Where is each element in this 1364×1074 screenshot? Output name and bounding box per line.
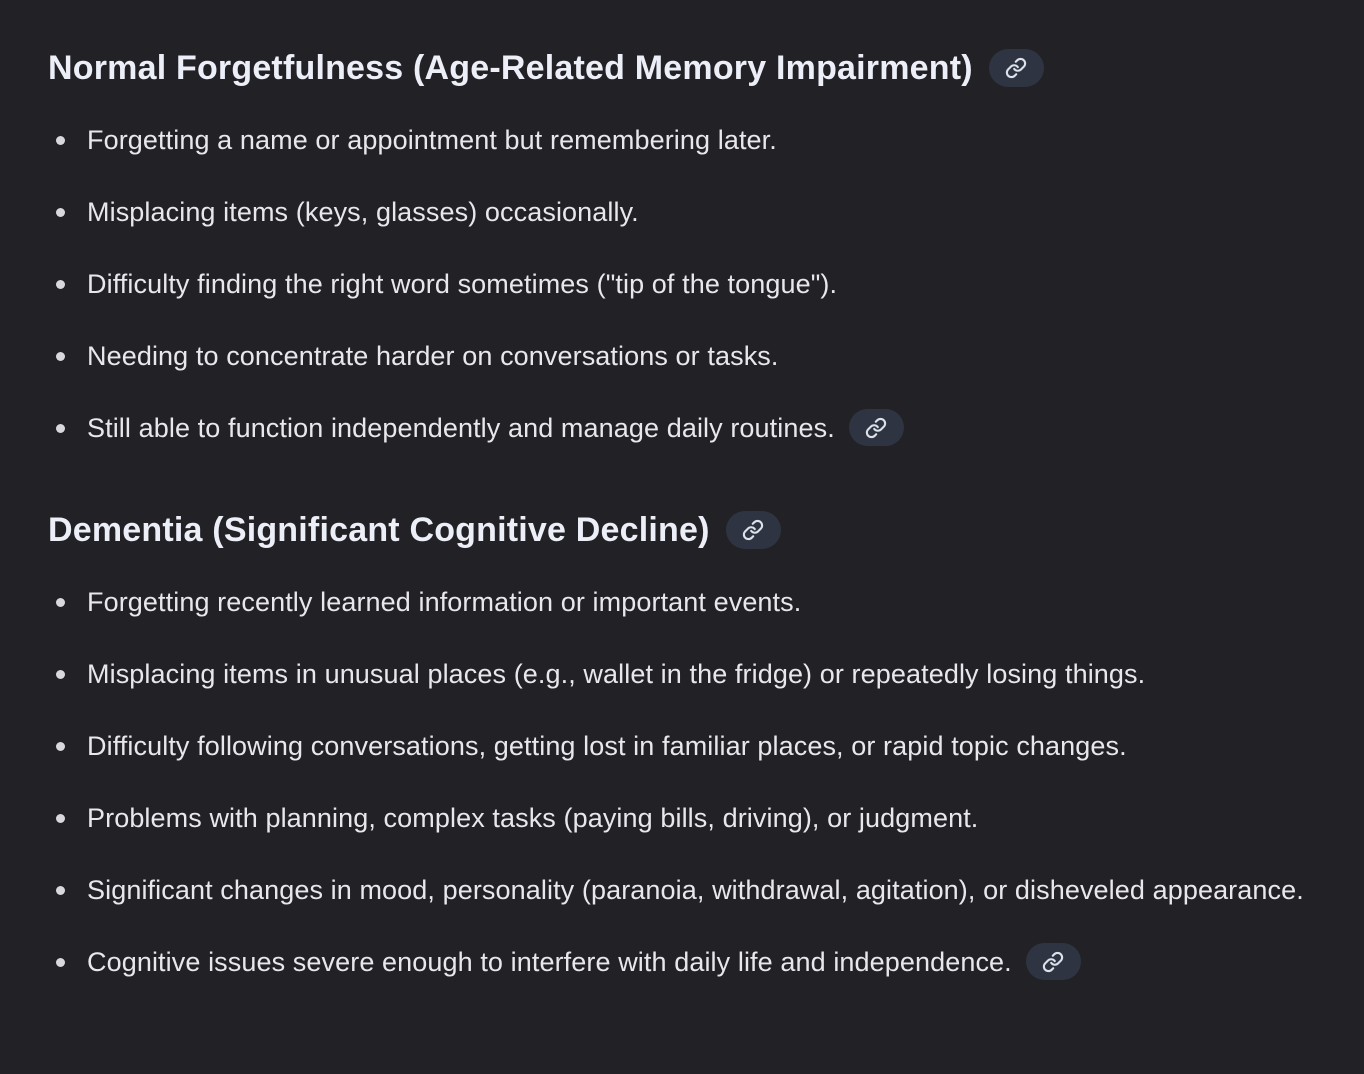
link-icon [1005,57,1027,79]
list-item [87,939,1328,986]
list-item [87,579,1328,626]
list-item-text: Difficulty finding the right word sometimes ("tip of the tongue"). [87,269,838,299]
list-item-text: Misplacing items in unusual places (e.g., wallet in the fridge) or repeatedly losing things. [87,659,1146,689]
list-item-text: Significant changes in mood, personality (paranoia, withdrawal, agitation), or disheveled appearance. [87,875,1304,905]
heading-anchor-link-button[interactable] [989,49,1044,87]
list-item-text: Still able to function independently and manage daily routines. [87,413,835,443]
list-item-text: Misplacing items (keys, glasses) occasionally. [87,197,639,227]
heading-anchor-link-button[interactable] [726,511,781,549]
list-item [87,261,1328,308]
list-item-text: Difficulty following conversations, getting lost in familiar places, or rapid topic changes. [87,731,1127,761]
heading-text: Normal Forgetfulness (Age-Related Memory Impairment) [48,49,973,87]
section-normal-forgetfulness [48,46,1328,452]
list-item [87,333,1328,380]
section-heading [48,46,1328,90]
heading-text: Dementia (Significant Cognitive Decline) [48,511,710,549]
list-item [87,189,1328,236]
list-item-text: Forgetting recently learned information or important events. [87,587,802,617]
list-item [87,405,1328,452]
list-item [87,795,1328,842]
list-item-text: Cognitive issues severe enough to interfere with daily life and independence. [87,947,1012,977]
list-item-text: Forgetting a name or appointment but remembering later. [87,125,777,155]
list-item-text: Problems with planning, complex tasks (paying bills, driving), or judgment. [87,803,979,833]
list-item-anchor-link-button[interactable] [849,409,904,446]
list-item [87,867,1328,914]
list-item-text: Needing to concentrate harder on conversations or tasks. [87,341,779,371]
list-item [87,723,1328,770]
list-item [87,651,1328,698]
bullet-list [48,117,1328,452]
bullet-list [48,579,1328,986]
list-item [87,117,1328,164]
list-item-anchor-link-button[interactable] [1026,943,1081,980]
link-icon [742,519,764,541]
section-heading [48,508,1328,552]
section-dementia [48,508,1328,986]
link-icon [1042,951,1064,973]
link-icon [865,417,887,439]
